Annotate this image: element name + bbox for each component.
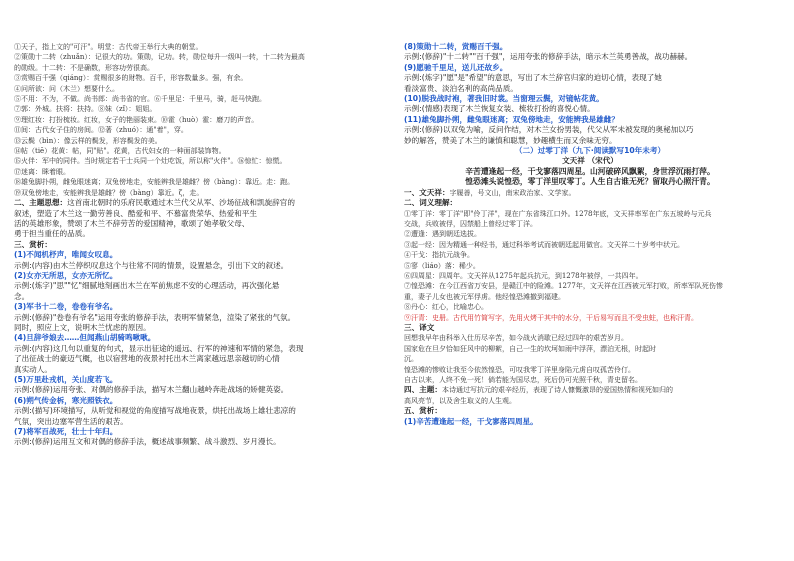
annotation-note: ⑨理红妆：打扮梳妆。红妆，女子的艳丽装束。⑩霍（huò）霍：磨刀的声音。: [14, 115, 259, 124]
annotation-note: ⑮火伴：军中的同伴。当时规定若干士兵同一个灶吃饭，所以称"火伴"。⑯惊忙：惊慌。: [14, 157, 287, 166]
theme-line: 这首南北朝时的乐府民歌通过木兰代父从军、沙场征战和凯旋辞官的: [67, 198, 295, 208]
annotation-note: ⑤不用：不为，不做。尚书郎：尚书省的官。⑥千里足：千里马，骑，赶马快跑。: [14, 95, 266, 104]
vocab-list: [404, 209, 776, 323]
vocab-item: ⑨汗青：史册。古代用竹简写字，先用火烤干其中的水分，干后易写而且不受虫蛀，也称汗青。: [404, 313, 698, 322]
right-column: [404, 42, 776, 427]
annotation-note: ⑪间：古代女子住的房间。⑫著（zhuó）：通"着"，穿。: [14, 126, 188, 135]
vocab-item: ①零丁洋：零丁洋"即"伶丁洋"，现在广东省珠江口外。1278年底，文天祥率军在广东五坡岭与元兵: [404, 209, 712, 218]
appreciation-question: (11)雄兔脚扑朔，雌兔眼迷离；双兔傍地走，安能辨我是雄雌？: [404, 114, 619, 124]
author-text: 字履善，号文山，南宋政治家、文学家。: [449, 188, 576, 197]
appreciation-answer: 示例:(修辞)"十二转""百千强"，运用夸张的修辞手法，暗示木兰英勇善战，战功赫赫。: [404, 52, 693, 62]
annotation-note: ②策勋十二转（zhuǎn）：记很大的功。策勋，记功。转，勋位每升一级叫一转，十二转为最高: [14, 53, 305, 62]
appreciation-question: (1)辛苦遭逢起一经，干戈寥落四周星。: [404, 416, 538, 426]
annotation-note: ⑦郭：外城。扶将：扶持。⑧妹（zǐ）：姐姐。: [14, 105, 157, 114]
appreciation-answer: 示例:(炼字)"愿"是"希望"的意思，写出了木兰辞官归家的迫切心情，表现了她: [404, 73, 662, 83]
annotation-note: ⑬云鬓（bìn）：像云样的鬓发，形容鬓发的美。: [14, 136, 162, 145]
vocab-item: ⑤寥（liáo）落：稀少。: [404, 261, 480, 270]
appreciation-heading: 三、赏析：: [14, 239, 52, 249]
poem-line: 辛苦遭逢起一经，干戈寥落四周星。山河破碎风飘絮，身世浮沉雨打萍。: [465, 166, 715, 176]
appreciation-answer: 示例:(炼字)"思""忆"细腻地刻画出木兰在军前焦虑不安的心理活动，再次强化悬: [14, 281, 280, 291]
appreciation-answer: 示例:(修辞)运用夸张、对偶的修辞手法，描写木兰翻山越岭奔赴战场的矫健英姿。: [14, 385, 289, 395]
theme-text: 高风亮节，以及舍生取义的人生观。: [404, 396, 516, 405]
appreciation-question: (2)女亦无所思，女亦无所忆。: [14, 270, 118, 280]
vocab-item: ④干戈：指抗元战争。: [404, 251, 474, 260]
appreciation-question: (5)万里赴戎机，关山度若飞。: [14, 375, 118, 384]
annotation-note: ①天子，指上文的"可汗"。明堂：古代帝王举行大典的朝堂。: [14, 43, 203, 51]
vocab-heading: 二、词义理解：: [404, 198, 458, 208]
theme-heading-right: 四、主题：: [404, 385, 442, 395]
vocab-item: ⑧丹心：红心，比喻忠心。: [404, 303, 488, 312]
annotation-note: ⑲双兔傍地走，安能辨我是雄雌？傍（bàng）靠近。ζ，走。: [14, 188, 204, 197]
appreciation-answer: 示例:(修辞)以双兔为喻，反问作结，对木兰女扮男装，代父从军未被发现的奥秘加以巧: [404, 125, 694, 135]
appreciation-answer: 真实动人。: [14, 364, 52, 374]
translation-line: 国家危在旦夕恰如狂风中的柳絮，自己一生的坎坷如雨中浮萍，漂泊无根，时起时: [404, 344, 656, 353]
vocab-item: ②遭逢：遇到朝廷选拔。: [404, 230, 481, 239]
annotation-note: ③赏赐百千强（qiáng）：赏赐很多的财物。百千，形容数量多。强，有余。: [14, 74, 248, 83]
annotation-note: ⑭帖（tiē）花黄：帖，同"贴"。花黄，古代妇女的一种面部装饰物。: [14, 147, 226, 156]
theme-line: 活的英雄形象，赞颂了木兰不辞劳苦的爱国精神，歌颂了她孝敬父母、: [14, 218, 250, 228]
appreciation-answer: 示例:(内容)这几句以重复的句式，显示出征途的遥远、行军的神速和军情的紧急，表现: [14, 343, 304, 353]
vocab-item: ③起一经：因为精通一种经书，通过科举考试而被朝廷起用做官。文天祥二十岁考中状元。: [404, 240, 684, 249]
translation-line: 回想我早年由科举入仕历尽辛苦，如今战火消歇已经过四年的艰苦岁月。: [404, 334, 628, 343]
appreciation-answer: 了出征战士的豪迈气概，也以宿营地的夜景衬托出木兰离家越远思亲越切的心情: [14, 354, 280, 364]
appreciation-answer: 示例:(内容)由木兰停织叹息这个与往常不同的情景，设置悬念，引出下文的叙述。: [14, 260, 289, 270]
appreciation-question: (4)旦辞爷娘去……但闻燕山胡骑鸣啾啾。: [14, 333, 156, 343]
annotation-notes: [14, 42, 386, 198]
appreciation-answer: 示例:(修辞)运用互文和对偶的修辞手法，概述战事频繁、战斗激烈、岁月漫长。: [14, 437, 281, 447]
appreciation-question: (10)脱我战时袍，著我旧时裳。当窗理云鬓，对镜帖花黄。: [404, 94, 604, 104]
translation-line: 沉。: [404, 355, 418, 364]
appreciation-answer: 示例:(修辞)"卷卷有爷名"运用夸张的修辞手法，表明军情紧急，渲染了紧张的气氛。: [14, 312, 296, 322]
section-two-title: （二）过零丁洋（九下·阅读默写10年未考）: [514, 146, 666, 156]
theme-text: 本诗通过写抗元的艰辛经历，表现了诗人慷慨激昂的爱国热情和视死如归的: [441, 386, 673, 395]
vocab-item: ⑥四周星：四周年。文天祥从1275年起兵抗元，到1278年被俘，一共四年。: [404, 271, 643, 280]
author-section: [404, 188, 776, 198]
poem-dynasty: （宋代）: [587, 156, 618, 166]
appreciation-question: (7)将军百战死，壮士十年归。: [14, 427, 118, 437]
poem-title-row: [404, 156, 776, 166]
vocab-item: 重，妻子儿女也被元军俘虏。他经惶恐滩撤到福建。: [404, 292, 565, 301]
appreciation-question: (3)军书十二卷，卷卷有爷名。: [14, 302, 118, 312]
annotation-note: ④问所欲：问（木兰）想要什么。: [14, 84, 119, 93]
theme-heading: 二、主题思想：: [14, 198, 68, 208]
appreciation-answer: 示例:(描写)环境描写，从听觉和视觉的角度描写战地夜景，烘托出战场上雄壮悲凉的: [14, 406, 296, 416]
vocab-item: ⑦惶恐滩：在今江西省万安县，是赣江中的险滩。1277年，文天祥在江西被元军打败，所率军队死伤惨: [404, 282, 723, 291]
poem-author-title: 文天祥: [562, 156, 585, 166]
appreciation-question: (6)朔气传金柝，寒光照铁衣。: [14, 395, 118, 405]
annotation-note: 的勋级。十二转：不是确数，形容功劳很高。: [14, 63, 154, 72]
annotation-note: ⑱雄兔脚扑朔，雌兔眼迷离；双兔傍地走，安能辨我是雄雌？傍（bàng）：靠近。走：跑。: [14, 178, 295, 187]
theme-section: [14, 198, 386, 208]
author-heading: 一、文天祥：: [404, 187, 450, 197]
appreciation-answer: 看淡富贵、淡泊名利的高尚品质。: [404, 83, 518, 93]
appreciation-question: (1)不闻机杼声，唯闻女叹息。: [14, 250, 118, 260]
appreciation-answer: 气氛，突出边塞军营生活的艰苦。: [14, 416, 128, 426]
left-column: [14, 42, 386, 448]
vocab-item: 交战，兵败被俘，囚禁船上曾经过零丁洋。: [404, 219, 537, 228]
appreciation-question: (9)愿驰千里足，送儿还故乡。: [404, 62, 508, 72]
translation-text: [404, 333, 776, 385]
theme-line: 叙述，塑造了木兰这一勤劳善良、酷爱和平、不慕富贵荣华、热爱和平生: [14, 208, 257, 218]
appreciation-items-continued: [404, 42, 776, 146]
translation-heading: 三、译文: [404, 322, 435, 332]
annotation-note: ⑰迷离：眯着眼。: [14, 167, 70, 176]
translation-line: 自古以来，人终不免一死！倘若能为国尽忠，死后仍可光照千秋，青史留名。: [404, 376, 642, 384]
appreciation-answer: 念。: [14, 291, 30, 301]
appreciation-answer: 妙的解答，赞美了木兰的谦慎和聪慧，妙趣横生而又余味无穷。: [404, 135, 617, 145]
appreciation-question: (8)策勋十二转，赏赐百千强。: [404, 42, 508, 51]
appreciation-heading-right: 五、赏析：: [404, 406, 442, 416]
appreciation-answer: 示例:(情感)表现了木兰恢复女装、梳妆打扮的喜悦心情。: [404, 104, 595, 114]
theme-line: 勇于担当重任的品质。: [14, 229, 90, 239]
translation-line: 惶恐滩的惨败让我至今依然惶恐，可叹我零丁洋里身陷元虏自叹孤苦伶仃。: [404, 365, 635, 374]
appreciation-items: [14, 250, 386, 448]
theme-section-right: [404, 385, 776, 395]
poem-line: 惶恐滩头说惶恐，零丁洋里叹零丁。人生自古谁无死？留取丹心照汗青。: [465, 177, 715, 187]
appreciation-answer: 同时，照应上文，说明木兰忧虑的原因。: [14, 322, 151, 332]
